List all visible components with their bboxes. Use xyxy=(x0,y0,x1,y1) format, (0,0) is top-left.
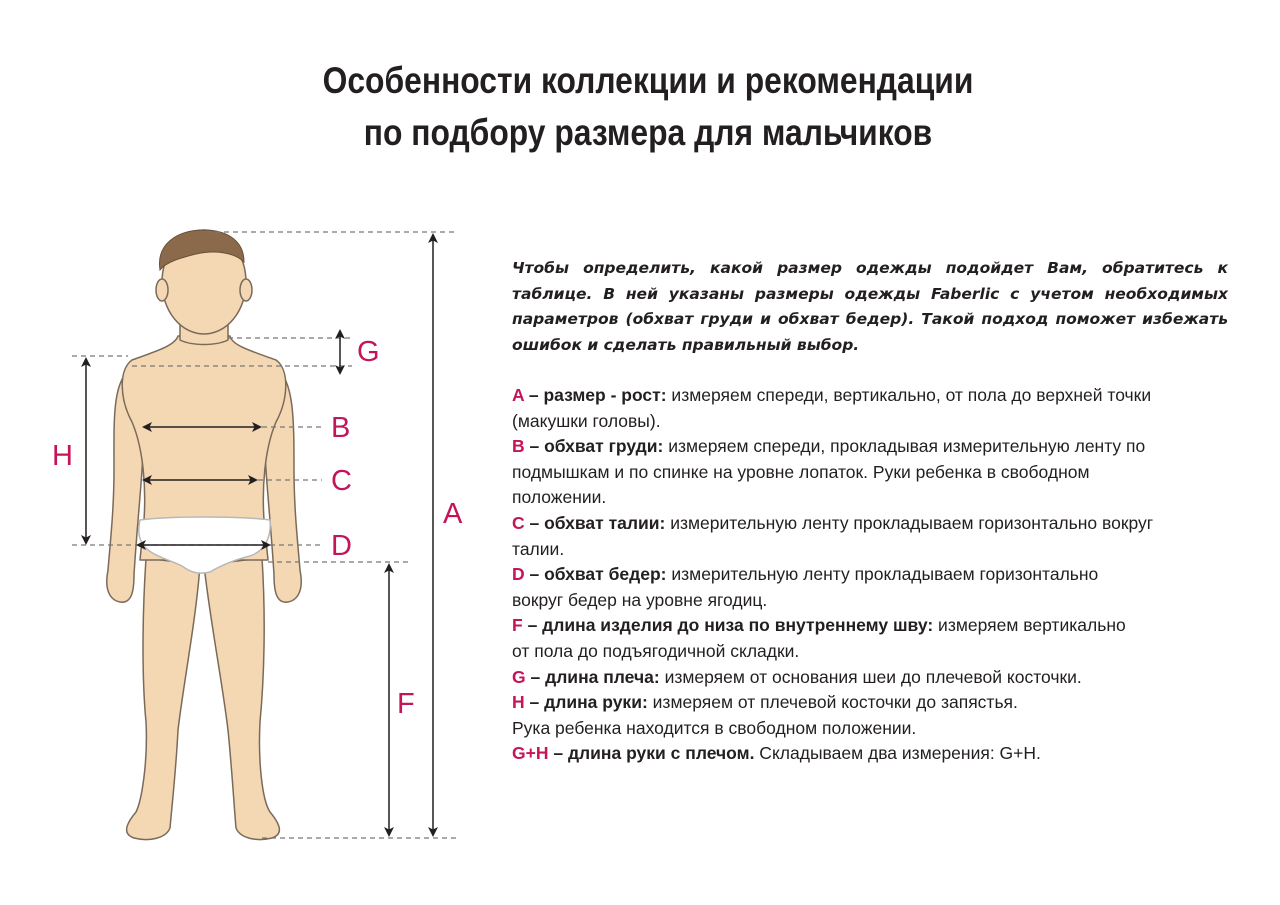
definition-c: C – обхват талии: измерительную ленту прокладываем горизонтально вокруг xyxy=(512,512,1154,533)
left-ear xyxy=(156,279,168,301)
definition-gh: G+H – длина руки с плечом. Складываем два измерения: G+H. xyxy=(512,743,1041,764)
definition-h: H – длина руки: измеряем от плечевой косточки до запястья. xyxy=(512,692,1018,713)
definition-a-cont: (макушки головы). xyxy=(512,410,661,431)
label-d: D xyxy=(331,530,352,562)
definition-f: F – длина изделия до низа по внутреннему шву: измеряем вертикально xyxy=(512,615,1126,636)
label-h: H xyxy=(52,440,73,472)
left-leg xyxy=(127,558,200,840)
definition-d-cont: вокруг бедер на уровне ягодиц. xyxy=(512,589,768,610)
title-line-2: по подбору размера для мальчиков xyxy=(363,112,933,153)
label-b: B xyxy=(331,412,351,444)
definition-f-cont: от пола до подъягодичной складки. xyxy=(512,640,800,661)
right-leg xyxy=(204,558,279,840)
intro-paragraph: Чтобы определить, какой размер одежды подойдет Вам, обратитесь к таблице. В ней указаны размеры одежды Faberlic с учетом необходимых параметров (обхват груди и обхват бедер). Такой подход поможет избежать ошибок и сделать правильный выбор. xyxy=(512,259,1228,354)
definition-h-cont: Рука ребенка находится в свободном положении. xyxy=(512,717,917,738)
label-c: C xyxy=(331,465,352,497)
measurement-definitions xyxy=(512,383,1242,767)
label-g: G xyxy=(357,336,380,368)
definition-c-cont: талии. xyxy=(512,538,565,559)
definition-a: A – размер - рост: измеряем спереди, вертикально, от пола до верхней точки xyxy=(512,385,1152,405)
definition-b: B – обхват груди: измеряем спереди, прокладывая измерительную ленту по xyxy=(512,436,1146,457)
label-a: A xyxy=(443,498,463,530)
label-f: F xyxy=(397,688,415,720)
definition-b-cont: подмышкам и по спинке на уровне лопаток. Руки ребенка в свободном xyxy=(512,461,1090,482)
right-ear xyxy=(240,279,252,301)
definition-d: D – обхват бедер: измерительную ленту прокладываем горизонтально xyxy=(512,564,1099,585)
definition-b-cont2: положении. xyxy=(512,487,607,508)
title-line-1: Особенности коллекции и рекомендации xyxy=(322,60,974,101)
definition-g: G – длина плеча: измеряем от основания шеи до плечевой косточки. xyxy=(512,666,1082,687)
